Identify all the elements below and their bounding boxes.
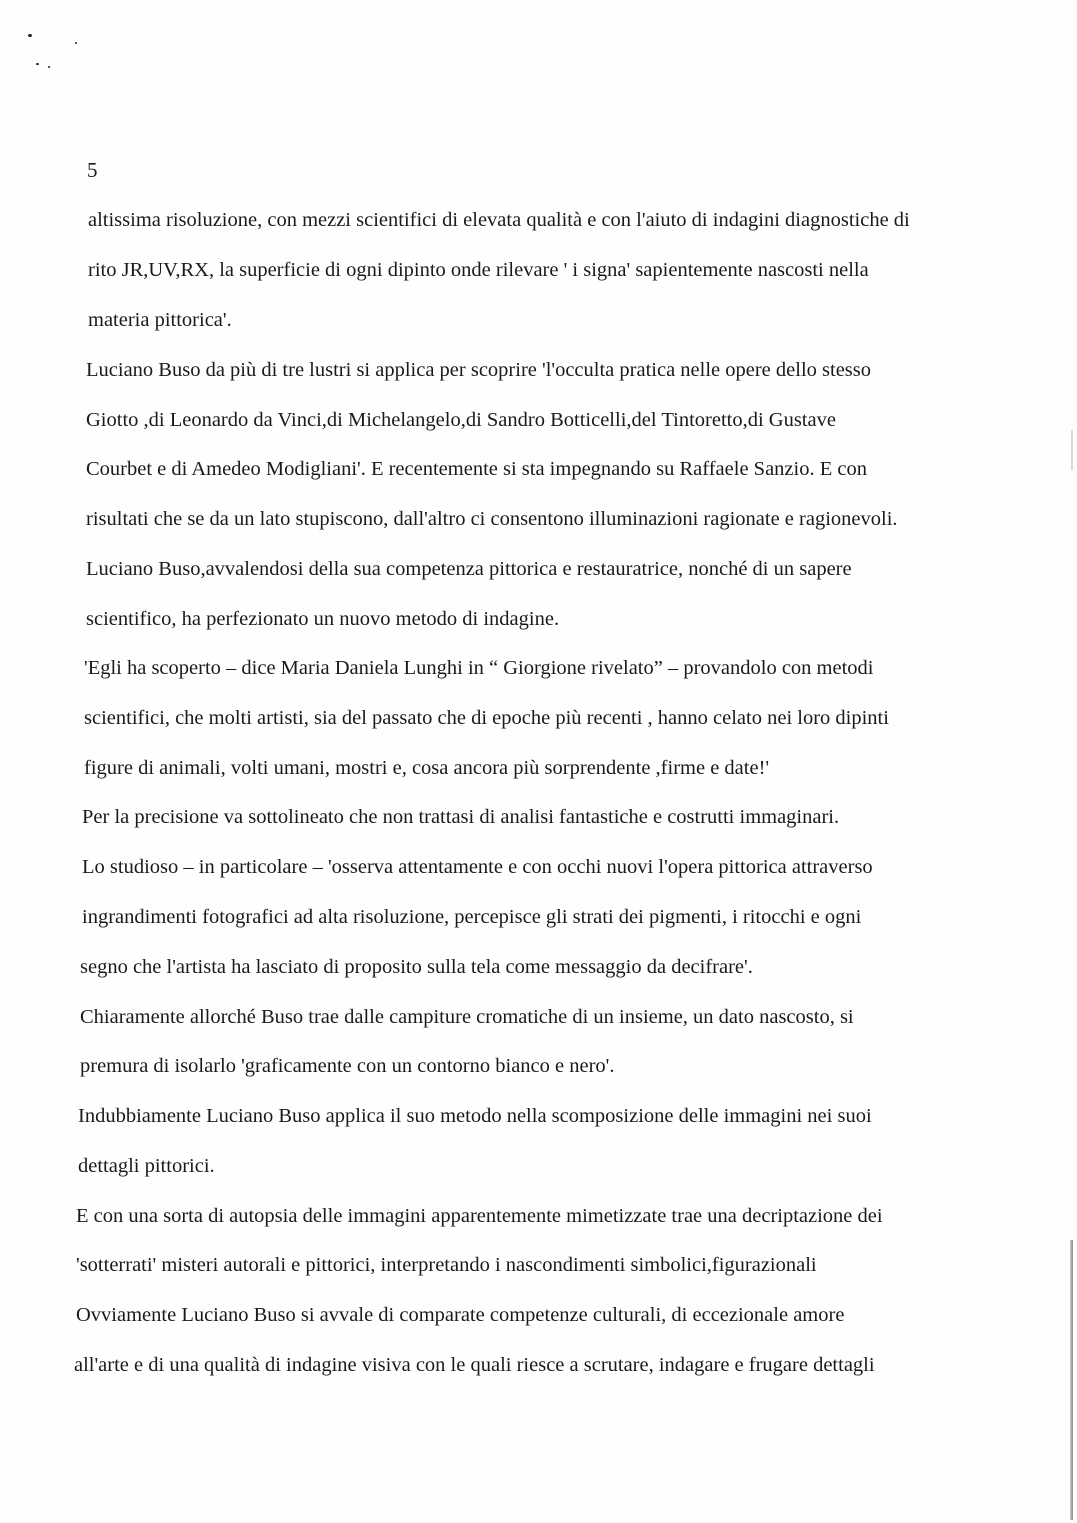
- text-line: 'Egli ha scoperto – dice Maria Daniela Lunghi in “ Giorgione rivelato” – provandolo con metodi: [84, 657, 874, 679]
- text-line: Ovviamente Luciano Buso si avvale di comparate competenze culturali, di eccezionale amore: [76, 1304, 845, 1326]
- scan-speck: [48, 66, 50, 68]
- scan-edge-mark: [1071, 430, 1073, 470]
- text-line: Giotto ,di Leonardo da Vinci,di Michelangelo,di Sandro Botticelli,del Tintoretto,di Gustave: [86, 409, 836, 431]
- text-line: Luciano Buso,avvalendosi della sua competenza pittorica e restauratrice, nonché di un sapere: [86, 558, 852, 580]
- text-line: figure di animali, volti umani, mostri e, cosa ancora più sorprendente ,firme e date!': [84, 757, 770, 779]
- text-line: altissima risoluzione, con mezzi scientifici di elevata qualità e con l'aiuto di indagini diagnostiche di: [88, 209, 910, 231]
- text-line: dettagli pittorici.: [78, 1155, 215, 1177]
- page-number: 5: [87, 158, 98, 182]
- scan-edge-shadow: [1070, 1240, 1073, 1520]
- text-line: Luciano Buso da più di tre lustri si applica per scoprire 'l'occulta pratica nelle opere dello stesso: [86, 359, 871, 381]
- text-line: Chiaramente allorché Buso trae dalle campiture cromatiche di un insieme, un dato nascosto, si: [80, 1006, 854, 1028]
- text-line: E con una sorta di autopsia delle immagini apparentemente mimetizzate trae una decriptazione dei: [76, 1205, 883, 1227]
- text-line: Courbet e di Amedeo Modigliani'. E recentemente si sta impegnando su Raffaele Sanzio. E con: [86, 458, 867, 480]
- text-line: segno che l'artista ha lasciato di proposito sulla tela come messaggio da decifrare'.: [80, 956, 753, 978]
- text-line: 'sotterrati' misteri autorali e pittorici, interpretando i nascondimenti simbolici,figurazionali: [76, 1254, 817, 1276]
- text-line: premura di isolarlo 'graficamente con un contorno bianco e nero'.: [80, 1055, 615, 1077]
- text-line: Per la precisione va sottolineato che non trattasi di analisi fantastiche e costrutti immaginari.: [82, 806, 840, 828]
- scan-speck: [36, 63, 39, 65]
- text-line: all'arte e di una qualità di indagine visiva con le quali riesce a scrutare, indagare e frugare dettagli: [74, 1354, 875, 1376]
- text-line: scientifici, che molti artisti, sia del passato che di epoche più recenti , hanno celato nei loro dipinti: [84, 707, 889, 729]
- scan-speck: [28, 34, 32, 37]
- text-line: scientifico, ha perfezionato un nuovo metodo di indagine.: [86, 608, 560, 630]
- text-line: risultati che se da un lato stupiscono, dall'altro ci consentono illuminazioni ragionate e ragionevoli.: [86, 508, 898, 530]
- text-line: materia pittorica'.: [88, 309, 232, 331]
- text-line: Lo studioso – in particolare – 'osserva attentamente e con occhi nuovi l'opera pittorica attraverso: [82, 856, 873, 878]
- scan-speck: [75, 42, 77, 44]
- text-line: Indubbiamente Luciano Buso applica il suo metodo nella scomposizione delle immagini nei suoi: [78, 1105, 872, 1127]
- text-line: ingrandimenti fotografici ad alta risoluzione, percepisce gli strati dei pigmenti, i ritocchi e ogni: [82, 906, 862, 928]
- text-line: rito JR,UV,RX, la superficie di ogni dipinto onde rilevare ' i signa' sapientemente nascosti nella: [88, 259, 869, 281]
